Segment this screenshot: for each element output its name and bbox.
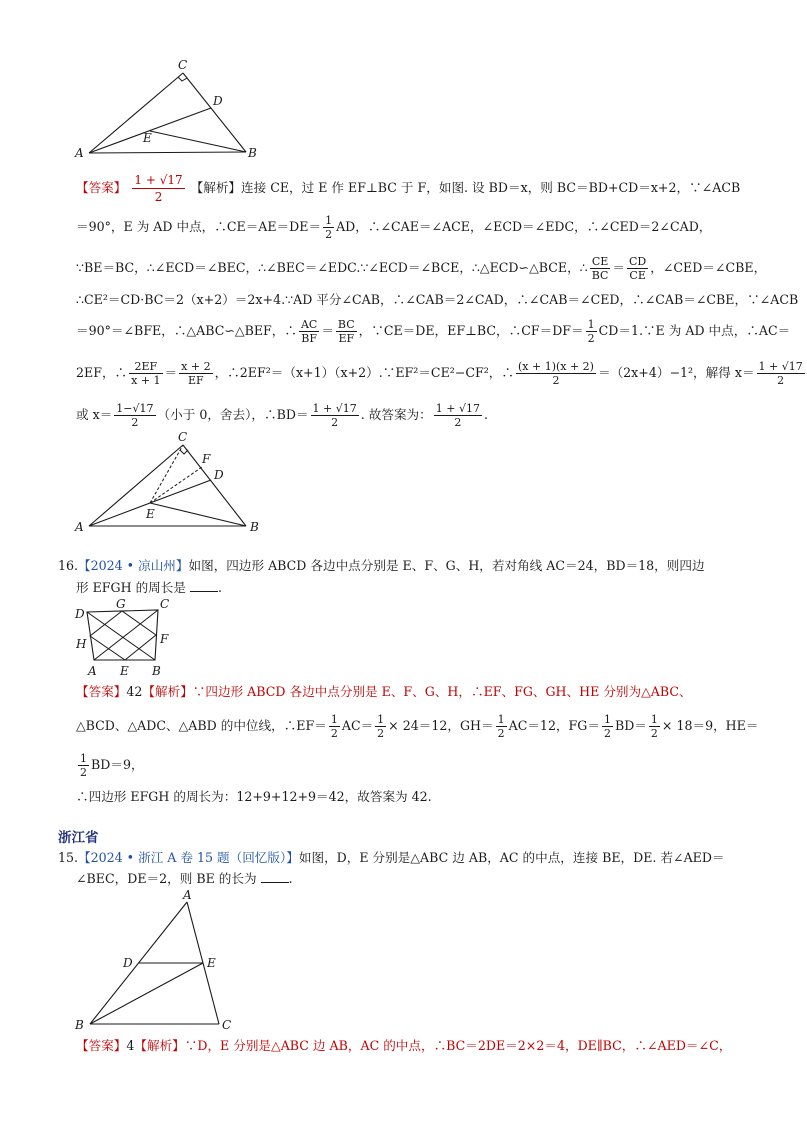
figure-triangle-3 (70, 888, 240, 1038)
answer-line-1: 【答案】 $\frac{1 + √17}{2}$ 【解析】连接 CE，过 E 作 EF⊥BC 于 F，如图. 设 BD＝x，则 BC＝BD+CD＝x+2，∵∠ACB (76, 173, 741, 204)
answer-line-2: ＝90°，E 为 AD 中点，∴CE＝AE＝DE＝ $\frac{1}{2}$ AD，∴∠CAE＝∠ACE，∠ECD＝∠EDC，∴∠CED＝2∠CAD， (76, 214, 712, 241)
q15-line-1: 15.【2024 • 浙江 A 卷 15 题（回忆版）】如图，D，E 分别是△ABC 边 AB，AC 的中点，连接 BE，DE. 若∠AED＝ (58, 850, 725, 865)
figure-quadrilateral (72, 598, 182, 680)
fig2-label-b: B (250, 520, 259, 534)
fig3-label-a: A (88, 664, 97, 678)
ans16-line-4: ∴四边形 EFGH 的周长为：12+9+12+9＝42，故答案为 42. (76, 789, 432, 804)
q16-line-2: 形 EFGH 的周长是 . (76, 580, 222, 595)
section-heading: 浙江省 (58, 830, 99, 846)
fig1-label-a: A (75, 146, 84, 160)
answer-blank[interactable] (261, 870, 289, 883)
fig3-label-f: F (160, 632, 169, 646)
fig1-label-c: C (178, 58, 188, 72)
fig1-label-d: D (213, 94, 223, 108)
fig2-label-e: E (146, 507, 155, 521)
q15-line-2: ∠BEC，DE＝2，则 BE 的长为 . (76, 871, 293, 886)
fig2-label-c: C (178, 430, 188, 444)
ans16-line-1: 【答案】42【解析】∵四边形 ABCD 各边中点分别是 E、F、G、H，∴EF、FG、GH、HE 分别为△ABC、 (76, 684, 692, 699)
fig3-label-b: B (152, 664, 161, 678)
answer-line-4: ∴CE²＝CD·BC＝2（x+2）＝2x+4.∵AD 平分∠CAB，∴∠CAB＝2∠CAD，∴∠CAB＝∠CED，∴∠CAB＝∠CBE，∵∠ACB (76, 292, 799, 307)
q16-line-1: 16.【2024 • 凉山州】如图，四边形 ABCD 各边中点分别是 E、F、G、H，若对角线 AC＝24，BD＝18，则四边 (58, 558, 705, 573)
fig3-label-e: E (120, 664, 129, 678)
answer-line-5: ＝90°＝∠BFE，∴△ABC∽△BEF，∴ $\frac{AC}{BF}$ ＝ $\frac{BC}{EF}$ ，∵CE＝DE，EF⊥BC，∴CF＝DF＝ $\frac{1}{2}$ CD＝1.∵E 为 AD 中点，∴AC＝ (76, 318, 791, 345)
fig4-label-a: A (183, 888, 192, 902)
fig3-label-g: G (116, 597, 126, 611)
fig3-label-h: H (76, 637, 87, 651)
fig2-label-a: A (75, 520, 84, 534)
fig4-label-b: B (75, 1018, 84, 1032)
fig2-label-d: D (214, 468, 224, 482)
figure-triangle-2 (70, 430, 270, 535)
fig3-label-c: C (160, 597, 170, 611)
figure-triangle-1 (70, 55, 270, 165)
ans16-line-2: △BCD、△ADC、△ABD 的中位线，∴EF＝ $\frac{1}{2}$ AC＝ $\frac{1}{2}$ × 24＝12，GH＝ $\frac{1}{2}$ AC＝12，FG＝ $\frac{1}{2}$ BD＝ $\frac{1}{2}$ × 18＝9，HE＝ (76, 713, 759, 740)
answer-line-3: ∵BE＝BC，∴∠ECD＝∠BEC，∴∠BEC＝∠EDC.∵∠ECD＝∠BCE，∴△ECD∽△BCE，∴ $\frac{CE}{BC}$ ＝ $\frac{CD}{CE}$ ，∠CED＝∠CBE， (76, 255, 767, 282)
fig4-label-e: E (207, 956, 216, 970)
answer-line-6: 2EF，∴ $\frac{2EF}{x + 1}$ ＝ $\frac{x + 2}{EF}$ ，∴2EF²＝（x+1）（x+2）.∵EF²＝CE²−CF²，∴ $\frac{(x + 1)(x + 2)}{2}$ ＝（2x+4）−1²，解得 x＝ $\frac{1 + √17}{2}$ (76, 360, 803, 387)
fig3-label-d: D (75, 607, 85, 621)
answer-line-7: 或 x＝ $\frac{1-√17}{2}$ （小于 0，舍去），∴BD＝ $\frac{1 + √17}{2}$ . 故答案为： $\frac{1 + √17}{2}$ . (76, 402, 488, 429)
ans16-line-3: $\frac{1}{2}$ BD＝9， (80, 752, 144, 779)
fig4-label-c: C (222, 1018, 232, 1032)
fig2-label-f: F (202, 452, 211, 466)
fig1-label-e: E (143, 131, 152, 145)
fig1-label-b: B (248, 146, 257, 160)
ans15-line-1: 【答案】4【解析】∵D，E 分别是△ABC 边 AB，AC 的中点，∴BC＝2DE＝2×2＝4，DE∥BC，∴∠AED＝∠C， (76, 1038, 732, 1053)
answer-blank[interactable] (190, 579, 218, 592)
fig4-label-d: D (123, 956, 133, 970)
fraction: $\frac{1 + √17}{2}$ (134, 173, 183, 204)
